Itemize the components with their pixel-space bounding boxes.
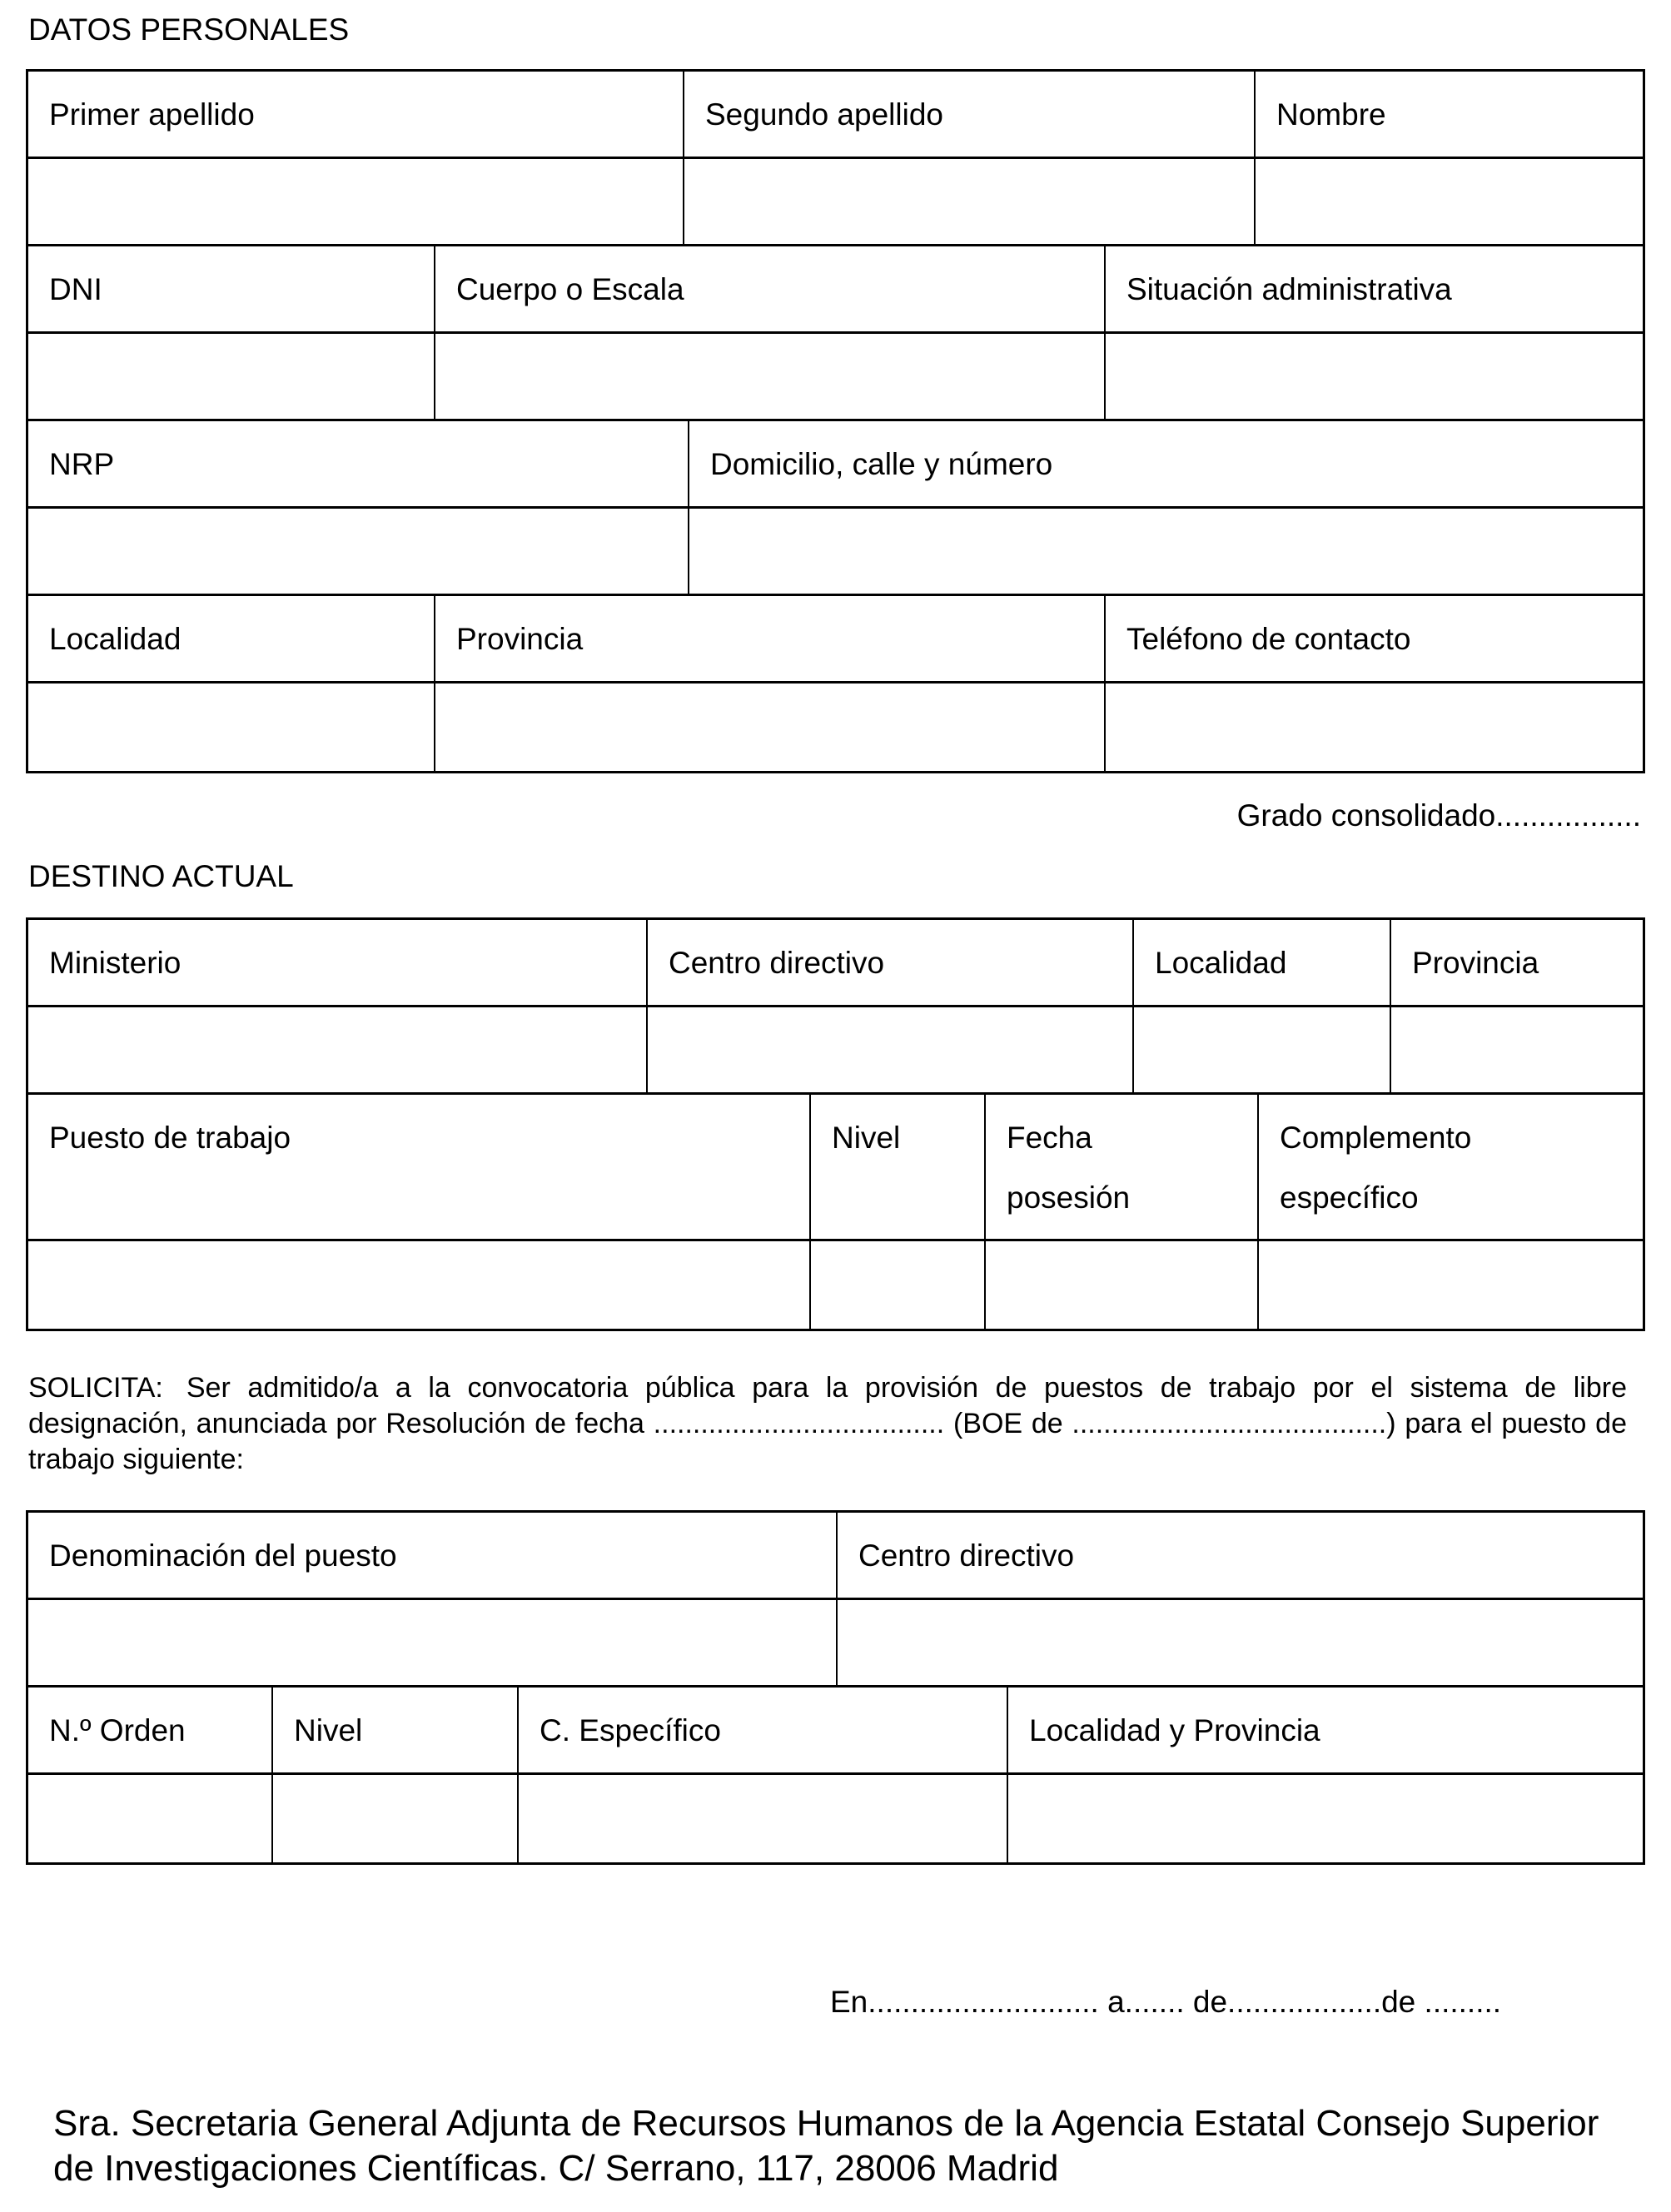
grado-consolidado: Grado consolidado................. bbox=[1236, 798, 1641, 833]
table-row-input bbox=[28, 509, 1643, 596]
localidad-provincia-field[interactable] bbox=[1008, 1775, 1643, 1862]
datos-personales-table bbox=[26, 69, 1645, 773]
label-localidad: Localidad bbox=[28, 596, 435, 681]
label-domicilio: Domicilio, calle y número bbox=[710, 447, 1053, 481]
label-localidad: Localidad bbox=[1134, 920, 1391, 1005]
table-row-input bbox=[28, 1775, 1643, 1862]
primer-apellido-field[interactable] bbox=[28, 159, 684, 244]
nivel-field[interactable] bbox=[273, 1775, 519, 1862]
table-row-input bbox=[28, 1600, 1643, 1688]
label-nivel: Nivel bbox=[273, 1688, 519, 1772]
provincia-field[interactable] bbox=[435, 683, 1106, 771]
c-especifico-field[interactable] bbox=[519, 1775, 1008, 1862]
label-denominacion-puesto: Denominación del puesto bbox=[28, 1513, 838, 1598]
solicita-paragraph bbox=[28, 1370, 1627, 1478]
table-row-header bbox=[28, 1095, 1643, 1241]
complemento-especifico-field[interactable] bbox=[1259, 1241, 1643, 1329]
label-nombre: Nombre bbox=[1276, 97, 1386, 132]
label-centro-directivo: Centro directivo bbox=[648, 920, 1134, 1005]
segundo-apellido-field[interactable] bbox=[684, 159, 1256, 244]
puesto-solicitado-table bbox=[26, 1510, 1645, 1865]
label-segundo-apellido: Segundo apellido bbox=[684, 72, 1256, 157]
centro-directivo-field[interactable] bbox=[648, 1007, 1134, 1092]
label-numero-orden: N.º Orden bbox=[28, 1688, 273, 1772]
table-row-header bbox=[28, 596, 1643, 683]
destino-actual-table bbox=[26, 917, 1645, 1331]
label-provincia: Provincia bbox=[1412, 946, 1539, 980]
table-row-header bbox=[28, 920, 1643, 1007]
domicilio-field[interactable] bbox=[689, 509, 1643, 594]
solicita-text: Ser admitido/a a la convocatoria pública para la provisión de puestos de trabajo por el sistema de libre designación, anunciada por Resolución de fecha ..................................... (BOE de ........................................) para el puesto de trabajo siguiente: bbox=[28, 1372, 1627, 1475]
destinatario-line-1: Sra. Secretaria General Adjunta de Recursos Humanos de la Agencia Estatal Consejo Superior bbox=[53, 2103, 1599, 2144]
label-telefono: Teléfono de contacto bbox=[1126, 622, 1411, 656]
table-row-header bbox=[28, 246, 1643, 334]
table-row-input bbox=[28, 1007, 1643, 1095]
situacion-administrativa-field[interactable] bbox=[1106, 334, 1643, 419]
table-row-header bbox=[28, 72, 1643, 159]
localidad-field[interactable] bbox=[1134, 1007, 1391, 1092]
cuerpo-escala-field[interactable] bbox=[435, 334, 1106, 419]
numero-orden-field[interactable] bbox=[28, 1775, 273, 1862]
table-row-input bbox=[28, 159, 1643, 246]
solicita-label: SOLICITA: bbox=[28, 1372, 163, 1404]
section-heading-datos-personales: DATOS PERSONALES bbox=[28, 12, 350, 47]
nivel-field[interactable] bbox=[811, 1241, 986, 1329]
table-row-input bbox=[28, 334, 1643, 421]
label-dni: DNI bbox=[28, 246, 435, 331]
label-situacion-administrativa: Situación administrativa bbox=[1126, 272, 1452, 306]
destinatario-line-2: de Investigaciones Científicas. C/ Serrano, 117, 28006 Madrid bbox=[53, 2148, 1059, 2189]
label-provincia: Provincia bbox=[435, 596, 1106, 681]
fecha-posesion-field[interactable] bbox=[986, 1241, 1259, 1329]
label-complemento-especifico: Complemento específico bbox=[1280, 1121, 1472, 1215]
label-localidad-provincia: Localidad y Provincia bbox=[1029, 1713, 1320, 1747]
nombre-field[interactable] bbox=[1256, 159, 1643, 244]
nrp-field[interactable] bbox=[28, 509, 689, 594]
label-puesto-trabajo: Puesto de trabajo bbox=[28, 1095, 811, 1239]
denominacion-puesto-field[interactable] bbox=[28, 1600, 838, 1685]
dni-field[interactable] bbox=[28, 334, 435, 419]
label-c-especifico: C. Específico bbox=[519, 1688, 1008, 1772]
label-centro-directivo: Centro directivo bbox=[858, 1538, 1075, 1573]
provincia-field[interactable] bbox=[1391, 1007, 1643, 1092]
label-primer-apellido: Primer apellido bbox=[28, 72, 684, 157]
table-row-input bbox=[28, 683, 1643, 771]
telefono-field[interactable] bbox=[1106, 683, 1643, 771]
fecha-lugar-line: En........................... a....... de..................de ......... bbox=[830, 1985, 1502, 2019]
label-nrp: NRP bbox=[28, 421, 689, 506]
table-row-header bbox=[28, 421, 1643, 509]
label-ministerio: Ministerio bbox=[28, 920, 648, 1005]
label-fecha-posesion: Fecha posesión bbox=[986, 1095, 1259, 1239]
label-nivel: Nivel bbox=[811, 1095, 986, 1239]
centro-directivo-field[interactable] bbox=[838, 1600, 1643, 1685]
table-row-input bbox=[28, 1241, 1643, 1329]
section-heading-destino-actual: DESTINO ACTUAL bbox=[28, 859, 294, 893]
label-cuerpo-escala: Cuerpo o Escala bbox=[435, 246, 1106, 331]
ministerio-field[interactable] bbox=[28, 1007, 648, 1092]
table-row-header bbox=[28, 1513, 1643, 1600]
table-row-header bbox=[28, 1688, 1643, 1775]
puesto-trabajo-field[interactable] bbox=[28, 1241, 811, 1329]
localidad-field[interactable] bbox=[28, 683, 435, 771]
